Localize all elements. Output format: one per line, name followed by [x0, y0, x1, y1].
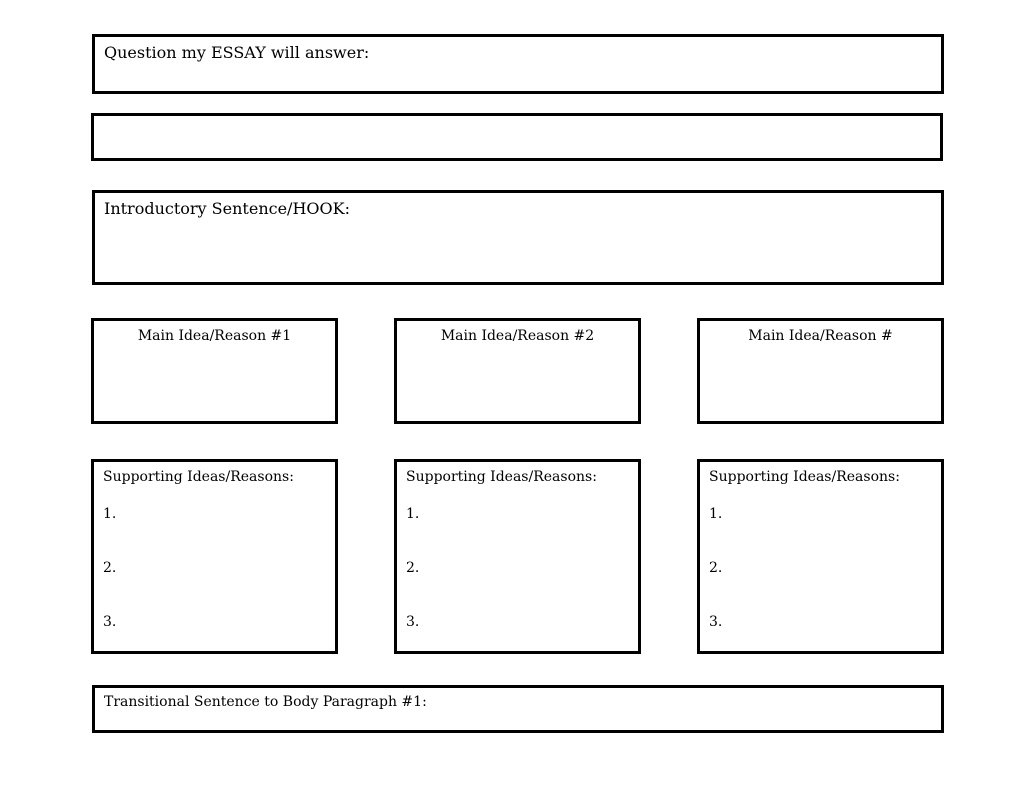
question-box[interactable] — [92, 34, 944, 94]
main-idea-title-3: Main Idea/Reason # — [748, 328, 893, 344]
supporting-label-3: Supporting Ideas/Reasons: — [709, 469, 900, 485]
supporting-2-item-2: 2. — [406, 560, 420, 576]
question-label: Question my ESSAY will answer: — [104, 43, 370, 62]
supporting-label-2: Supporting Ideas/Reasons: — [406, 469, 597, 485]
main-idea-box-2[interactable] — [394, 318, 641, 424]
supporting-box-3[interactable] — [697, 459, 944, 654]
supporting-label-1: Supporting Ideas/Reasons: — [103, 469, 294, 485]
main-idea-box-1[interactable] — [91, 318, 338, 424]
supporting-2-item-3: 3. — [406, 614, 420, 630]
supporting-1-item-3: 3. — [103, 614, 117, 630]
main-idea-title-2: Main Idea/Reason #2 — [440, 328, 595, 344]
supporting-3-item-2: 2. — [709, 560, 723, 576]
transition-label: Transitional Sentence to Body Paragraph #1: — [104, 694, 427, 710]
main-idea-title-1: Main Idea/Reason #1 — [137, 328, 292, 344]
supporting-2-item-1: 1. — [406, 506, 420, 522]
supporting-3-item-1: 1. — [709, 506, 723, 522]
supporting-3-item-3: 3. — [709, 614, 723, 630]
supporting-1-item-2: 2. — [103, 560, 117, 576]
supporting-box-1[interactable] — [91, 459, 338, 654]
answer-blank-box[interactable] — [91, 113, 943, 161]
supporting-1-item-1: 1. — [103, 506, 117, 522]
hook-box[interactable] — [92, 190, 944, 285]
main-idea-box-3[interactable] — [697, 318, 944, 424]
hook-label: Introductory Sentence/HOOK: — [104, 199, 350, 218]
transition-box[interactable] — [92, 685, 944, 733]
supporting-box-2[interactable] — [394, 459, 641, 654]
